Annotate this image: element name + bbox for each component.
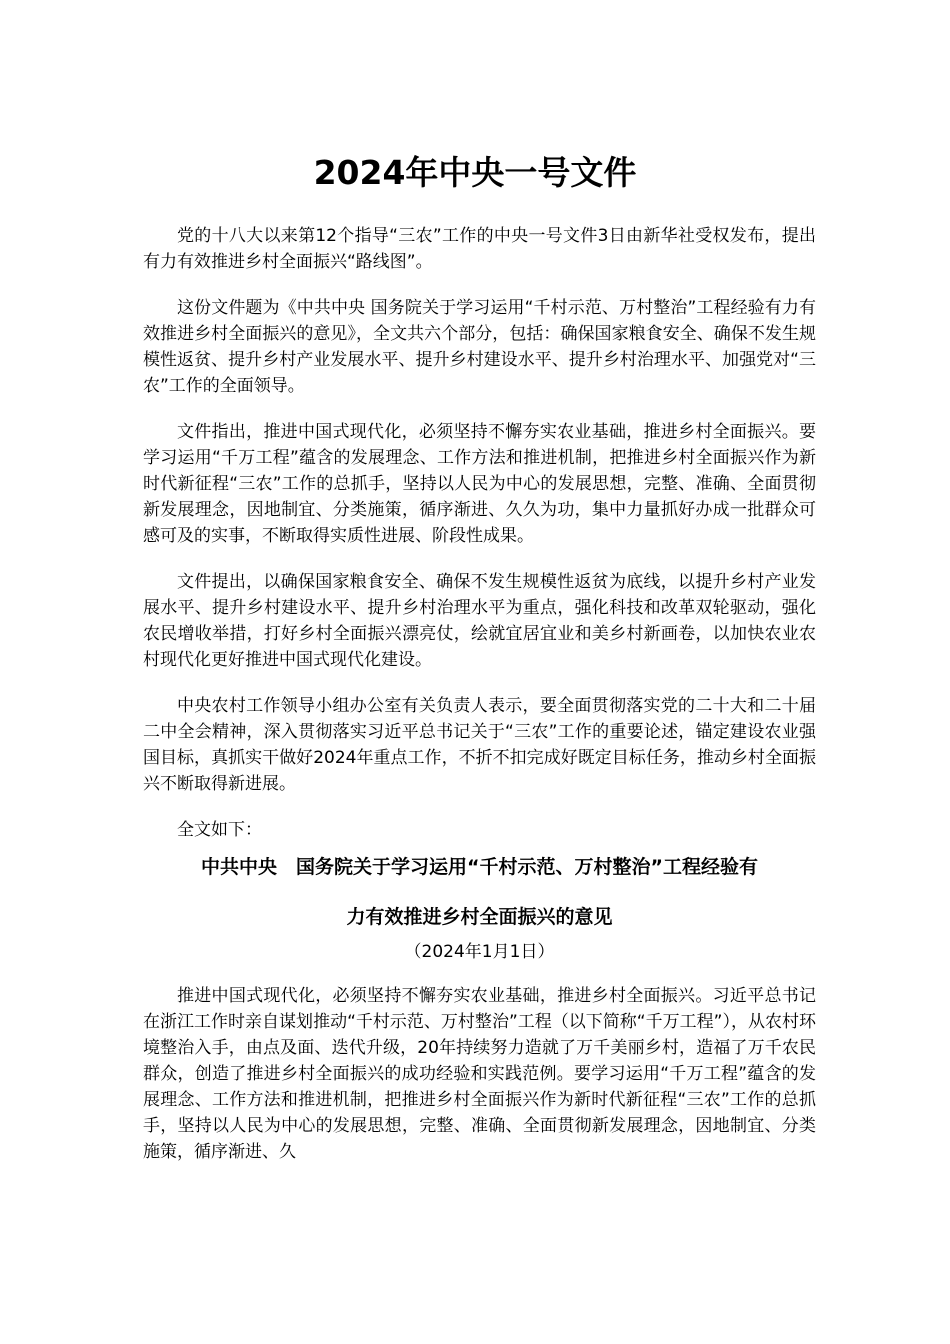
intro-paragraph: 党的十八大以来第12个指导“三农”工作的中央一号文件3日由新华社受权发布，提出有力有效推进乡村全面振兴“路线图”。: [143, 226, 816, 272]
full-text-lead: 全文如下：: [177, 820, 262, 840]
opinion-date: （2024年1月1日）: [404, 942, 555, 962]
document-points-paragraph: 文件指出，推进中国式现代化，必须坚持不懈夯实农业基础，推进乡村全面振兴。要学习运用“千万工程”蕴含的发展理念、工作方法和推进机制，把推进乡村全面振兴作为新时代新征程“三农”工作的总抓手，坚持以人民为中心的发展思想，完整、准确、全面贯彻新发展理念，因地制宜、分类施策，循序渐进、久久为功，集中力量抓好办成一批群众可感可及的实事，不断取得实质性进展、阶段性成果。: [143, 422, 816, 546]
official-statement-paragraph: 中央农村工作领导小组办公室有关负责人表示，要全面贯彻落实党的二十大和二十届二中全会精神，深入贯彻落实习近平总书记关于“三农”工作的重要论述，锚定建设农业强国目标，真抓实干做好2024年重点工作，不折不扣完成好既定目标任务，推动乡村全面振兴不断取得新进展。: [143, 696, 816, 794]
document-body: [143, 223, 816, 1185]
opinion-title-line-1: 中共中央 国务院关于学习运用“千村示范、万村整治”工程经验有: [201, 856, 758, 878]
document-proposals-paragraph: 文件提出，以确保国家粮食安全、确保不发生规模性返贫为底线，以提升乡村产业发展水平、提升乡村建设水平、提升乡村治理水平为重点，强化科技和改革双轮驱动，强化农民增收举措，打好乡村全面振兴漂亮仗，绘就宜居宜业和美乡村新画卷，以加快农业农村现代化更好推进中国式现代化建设。: [143, 572, 816, 670]
opinion-body-paragraph: 推进中国式现代化，必须坚持不懈夯实农业基础，推进乡村全面振兴。习近平总书记在浙江工作时亲自谋划推动“千村示范、万村整治”工程（以下简称“千万工程”），从农村环境整治入手，由点及面、迭代升级，20年持续努力造就了万千美丽乡村，造福了万千农民群众，创造了推进乡村全面振兴的成功经验和实践范例。要学习运用“千万工程”蕴含的发展理念、工作方法和推进机制，把推进乡村全面振兴作为新时代新征程“三农”工作的总抓手，坚持以人民为中心的发展思想，完整、准确、全面贯彻新发展理念，因地制宜、分类施策，循序渐进、久: [143, 986, 816, 1162]
document-title: 2024年中央一号文件: [313, 153, 637, 192]
document-summary-paragraph: 这份文件题为《中共中央 国务院关于学习运用“千村示范、万村整治”工程经验有力有效推进乡村全面振兴的意见》，全文共六个部分，包括：确保国家粮食安全、确保不发生规模性返贫、提升乡村产业发展水平、提升乡村建设水平、提升乡村治理水平、加强党对“三农”工作的全面领导。: [143, 298, 816, 396]
opinion-title-line-2: 力有效推进乡村全面振兴的意见: [346, 906, 613, 928]
